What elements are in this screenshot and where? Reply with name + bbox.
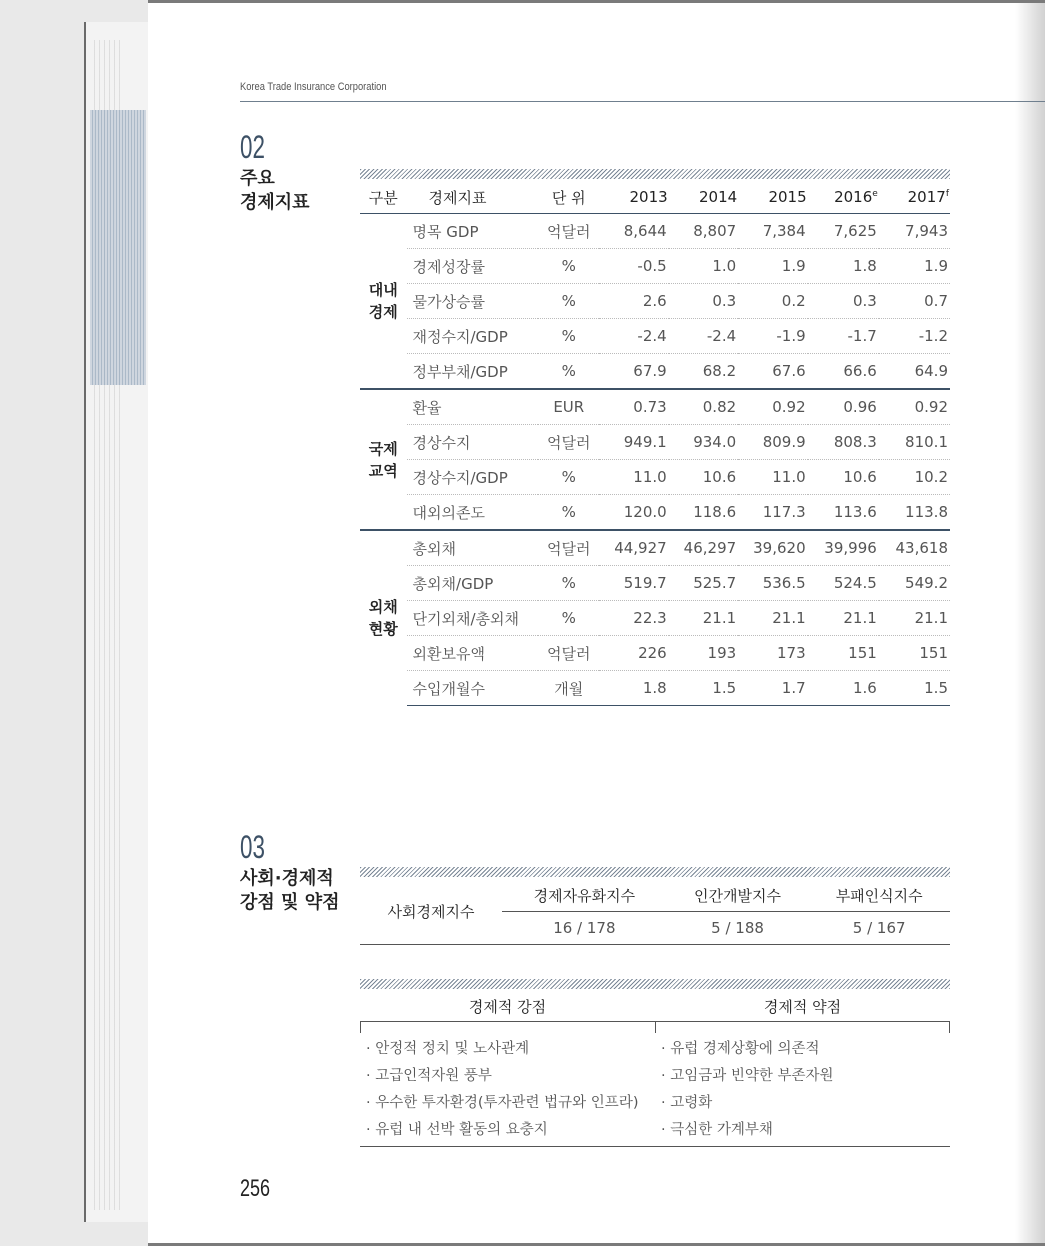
- weaknesses-title: 경제적 약점: [763, 998, 842, 1016]
- indicator-value: 21.1: [669, 601, 738, 636]
- indicator-unit: 억달러: [538, 636, 599, 671]
- indicator-name: 물가상승률: [407, 284, 539, 319]
- economic-indicators-table: [360, 181, 950, 706]
- indicator-value: -1.9: [738, 319, 807, 354]
- section-3-number: 03: [240, 829, 265, 865]
- indicator-value: 151: [879, 636, 950, 671]
- indicator-value: 113.8: [879, 495, 950, 531]
- indicator-value: 22.3: [599, 601, 668, 636]
- social-header-3: 부패인식지수: [808, 879, 950, 912]
- indicator-name: 환율: [407, 389, 539, 425]
- indicator-unit: %: [538, 601, 599, 636]
- table-row: [360, 601, 950, 636]
- indicator-name: 정부부채/GDP: [407, 354, 539, 390]
- column-header-5: 2014: [669, 181, 738, 214]
- group-label: 국제 교역: [360, 389, 407, 530]
- weakness-item: · 고임금과 빈약한 부존자원: [661, 1068, 834, 1084]
- indicator-value: 120.0: [599, 495, 668, 531]
- table-row: [360, 460, 950, 495]
- strength-item: · 고급인적자원 풍부: [366, 1068, 492, 1084]
- indicator-value: 536.5: [738, 566, 807, 601]
- indicator-value: 1.5: [669, 671, 738, 706]
- indicator-value: 193: [669, 636, 738, 671]
- indicator-name: 단기외채/총외채: [407, 601, 539, 636]
- indicator-unit: 억달러: [538, 214, 599, 249]
- table-hatch-band: [360, 169, 950, 179]
- table-row: [360, 495, 950, 531]
- indicator-value: 1.7: [738, 671, 807, 706]
- table-row: [360, 249, 950, 284]
- indicator-value: 43,618: [879, 530, 950, 566]
- indicator-value: 39,620: [738, 530, 807, 566]
- strengths-title: 경제적 강점: [468, 998, 547, 1016]
- sw-body: [360, 1022, 950, 1147]
- indicator-value: 118.6: [669, 495, 738, 531]
- indicator-value: -2.4: [669, 319, 738, 354]
- social-header-row: [360, 879, 950, 912]
- indicator-value: 0.96: [808, 389, 879, 425]
- section-2-title: 주요 경제지표: [240, 168, 310, 213]
- indicator-unit: 억달러: [538, 425, 599, 460]
- indicator-value: 1.6: [808, 671, 879, 706]
- indicator-value: 1.9: [879, 249, 950, 284]
- indicator-value: 1.9: [738, 249, 807, 284]
- indicator-value: 1.8: [599, 671, 668, 706]
- indicator-name: 대외의존도: [407, 495, 539, 531]
- table-row: [360, 636, 950, 671]
- indicator-value: 21.1: [879, 601, 950, 636]
- indicator-value: 0.2: [738, 284, 807, 319]
- strengths-column: [360, 1028, 655, 1146]
- indicator-name: 경상수지: [407, 425, 539, 460]
- running-header: Korea Trade Insurance Corporation: [240, 81, 387, 93]
- social-value-3: 5 / 167: [808, 912, 950, 945]
- sw-header-row: [360, 993, 950, 1022]
- table-row: [360, 425, 950, 460]
- column-header-7: 2016e: [808, 181, 879, 214]
- indicator-unit: %: [538, 319, 599, 354]
- indicator-value: 10.6: [669, 460, 738, 495]
- indicator-name: 총외채/GDP: [407, 566, 539, 601]
- social-index-table: [360, 879, 950, 945]
- indicator-unit: 개월: [538, 671, 599, 706]
- document-page: [148, 0, 1045, 1246]
- table-row: [360, 284, 950, 319]
- strength-item: · 유럽 내 선박 활동의 요충지: [366, 1122, 548, 1138]
- social-value-1: 16 / 178: [502, 912, 667, 945]
- indicator-value: -1.7: [808, 319, 879, 354]
- table-row: [360, 354, 950, 390]
- table-row: [360, 319, 950, 354]
- indicator-value: 10.6: [808, 460, 879, 495]
- table-row: [360, 389, 950, 425]
- side-grid-decoration: [90, 110, 146, 385]
- column-header-2: 경제지표: [407, 181, 539, 214]
- table-header-row: [360, 181, 950, 214]
- indicator-value: 808.3: [808, 425, 879, 460]
- indicator-value: 549.2: [879, 566, 950, 601]
- strengths-hatch-band: [360, 979, 950, 989]
- header-rule: [240, 101, 1045, 102]
- social-hatch-band: [360, 867, 950, 877]
- table-row: [360, 530, 950, 566]
- indicator-value: 113.6: [808, 495, 879, 531]
- indicator-name: 명목 GDP: [407, 214, 539, 249]
- social-header-1: 경제자유화지수: [502, 879, 667, 912]
- column-header-1: 구분: [360, 181, 407, 214]
- indicator-value: 7,384: [738, 214, 807, 249]
- column-header-6: 2015: [738, 181, 807, 214]
- indicator-value: 21.1: [738, 601, 807, 636]
- weakness-item: · 유럽 경제상황에 의존적: [661, 1041, 820, 1057]
- table-row: [360, 214, 950, 249]
- indicator-unit: EUR: [538, 389, 599, 425]
- indicator-name: 수입개월수: [407, 671, 539, 706]
- indicator-value: 809.9: [738, 425, 807, 460]
- indicator-value: 7,625: [808, 214, 879, 249]
- indicator-value: 226: [599, 636, 668, 671]
- social-index-label: 사회경제지수: [360, 879, 502, 945]
- indicator-unit: %: [538, 566, 599, 601]
- indicator-value: 64.9: [879, 354, 950, 390]
- indicator-value: 519.7: [599, 566, 668, 601]
- indicator-value: 67.9: [599, 354, 668, 390]
- indicator-value: 44,927: [599, 530, 668, 566]
- indicator-value: 0.82: [669, 389, 738, 425]
- indicator-value: 0.73: [599, 389, 668, 425]
- indicator-value: 68.2: [669, 354, 738, 390]
- indicator-value: 21.1: [808, 601, 879, 636]
- indicator-value: 11.0: [599, 460, 668, 495]
- social-header-2: 인간개발지수: [667, 879, 809, 912]
- indicator-value: 949.1: [599, 425, 668, 460]
- strength-item: · 안정적 정치 및 노사관계: [366, 1041, 530, 1057]
- indicator-value: 0.92: [879, 389, 950, 425]
- indicator-unit: %: [538, 354, 599, 390]
- year-mark: f: [945, 189, 949, 199]
- strength-item: · 우수한 투자환경(투자관련 법규와 인프라): [366, 1095, 639, 1111]
- column-header-3: 단 위: [538, 181, 599, 214]
- indicator-value: 2.6: [599, 284, 668, 319]
- table-row: [360, 566, 950, 601]
- indicator-value: 46,297: [669, 530, 738, 566]
- indicator-value: 8,807: [669, 214, 738, 249]
- indicator-value: -1.2: [879, 319, 950, 354]
- indicator-value: 1.5: [879, 671, 950, 706]
- indicator-value: 0.92: [738, 389, 807, 425]
- column-header-4: 2013: [599, 181, 668, 214]
- indicator-value: 524.5: [808, 566, 879, 601]
- indicator-unit: 억달러: [538, 530, 599, 566]
- indicator-value: 934.0: [669, 425, 738, 460]
- indicator-unit: %: [538, 249, 599, 284]
- social-value-2: 5 / 188: [667, 912, 809, 945]
- strengths-list: [360, 1028, 655, 1144]
- group-label: 외채 현황: [360, 530, 407, 706]
- page-gutter-shadow: [1015, 3, 1045, 1243]
- indicator-value: 151: [808, 636, 879, 671]
- weaknesses-list: [655, 1028, 950, 1144]
- indicator-unit: %: [538, 495, 599, 531]
- weaknesses-column: [655, 1028, 950, 1146]
- indicator-value: 173: [738, 636, 807, 671]
- indicator-value: 0.3: [669, 284, 738, 319]
- indicator-value: 66.6: [808, 354, 879, 390]
- indicator-value: 525.7: [669, 566, 738, 601]
- year-mark: e: [872, 189, 878, 199]
- page-number: 256: [240, 1175, 271, 1202]
- indicator-value: 11.0: [738, 460, 807, 495]
- indicator-value: 39,996: [808, 530, 879, 566]
- indicator-value: 10.2: [879, 460, 950, 495]
- indicator-name: 경상수지/GDP: [407, 460, 539, 495]
- indicator-name: 총외채: [407, 530, 539, 566]
- column-header-8: 2017$^f$: [879, 181, 950, 214]
- indicator-unit: %: [538, 460, 599, 495]
- indicator-unit: %: [538, 284, 599, 319]
- table-row: [360, 671, 950, 706]
- indicator-value: 1.0: [669, 249, 738, 284]
- indicator-value: 7,943: [879, 214, 950, 249]
- indicator-value: -0.5: [599, 249, 668, 284]
- indicator-value: 0.7: [879, 284, 950, 319]
- group-label: 대내 경제: [368, 281, 398, 321]
- section-3-title: 사회·경제적 강점 및 약점: [240, 868, 340, 913]
- indicator-name: 외환보유액: [407, 636, 539, 671]
- indicator-value: 117.3: [738, 495, 807, 531]
- indicator-value: -2.4: [599, 319, 668, 354]
- indicator-value: 0.3: [808, 284, 879, 319]
- indicator-value: 810.1: [879, 425, 950, 460]
- indicator-name: 재정수지/GDP: [407, 319, 539, 354]
- indicator-value: 1.8: [808, 249, 879, 284]
- section-2-number: 02: [240, 129, 265, 165]
- indicator-name: 경제성장률: [407, 249, 539, 284]
- strengths-weaknesses-table: [360, 993, 950, 1147]
- indicator-value: 8,644: [599, 214, 668, 249]
- weakness-item: · 고령화: [661, 1095, 713, 1111]
- weakness-item: · 극심한 가계부채: [661, 1122, 773, 1138]
- indicator-value: 67.6: [738, 354, 807, 390]
